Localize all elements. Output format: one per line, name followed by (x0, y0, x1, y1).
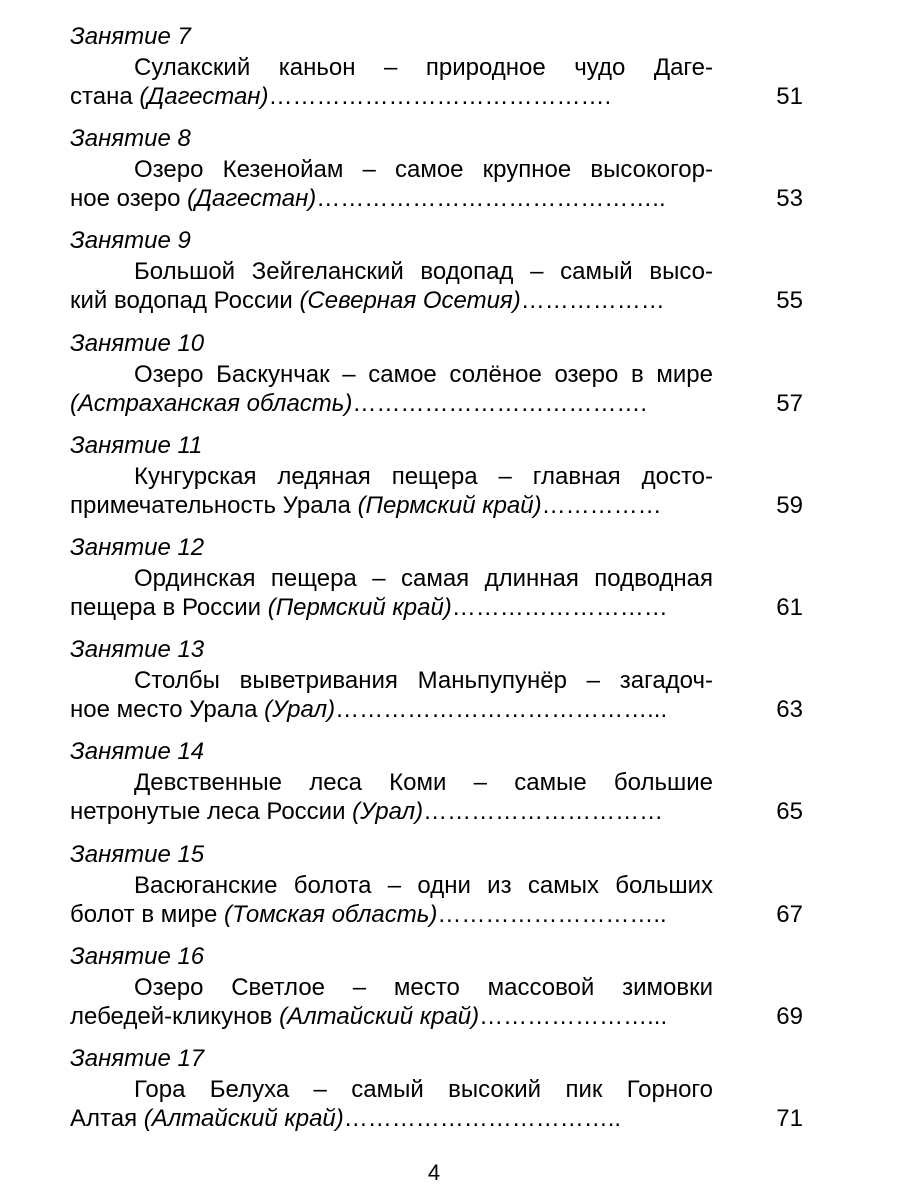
lesson-description (70, 462, 713, 520)
description-line-2 (70, 286, 713, 315)
dot-leader: …………………………………….. (316, 185, 666, 213)
page-number: 59 (776, 491, 803, 519)
description-line-2 (70, 184, 713, 213)
toc-entry (0, 226, 900, 328)
description-text: кий водопад России (70, 287, 300, 315)
lesson-description (70, 871, 713, 929)
region-label: (Пермский край) (357, 491, 542, 519)
description-line-1: Озеро Баскунчак – самое солёное озеро в мире (134, 360, 713, 388)
lesson-heading: Занятие 12 (70, 533, 205, 561)
lesson-heading: Занятие 14 (70, 738, 205, 766)
dot-leader: …………… (541, 491, 662, 519)
description-line-2 (70, 797, 713, 826)
dot-leader: ……………………… (451, 593, 668, 621)
toc-entry (0, 1044, 900, 1146)
region-label: (Алтайский край) (143, 1104, 344, 1132)
lesson-description (70, 1075, 713, 1133)
description-text: ное место Урала (70, 696, 265, 724)
description-line-2 (70, 389, 713, 418)
description-text: пещера в России (70, 593, 268, 621)
page-number: 61 (776, 593, 803, 621)
lesson-description (70, 973, 713, 1031)
lesson-heading: Занятие 15 (70, 840, 205, 868)
lesson-description (70, 155, 713, 213)
description-line-2 (70, 695, 713, 724)
toc-entry (0, 431, 900, 533)
dot-leader: …………………………………... (335, 696, 668, 724)
description-line-1: Кунгурская ледяная пещера – главная досто- (134, 462, 713, 490)
region-label: (Дагестан) (139, 83, 269, 110)
description-line-2 (70, 900, 713, 929)
page-number: 53 (776, 185, 803, 213)
toc-entry (0, 942, 900, 1044)
region-label: (Астраханская область) (70, 389, 353, 417)
region-label: (Урал) (352, 798, 424, 826)
dot-leader: …………………………….. (343, 1104, 622, 1132)
toc-entry (0, 329, 900, 431)
lesson-heading: Занятие 7 (70, 23, 191, 50)
description-text: болот в мире (70, 900, 225, 928)
dot-leader: ……………… (520, 287, 665, 315)
description-line-1: Сулакский каньон – природное чудо Даге- (134, 54, 713, 81)
description-line-1: Девственные леса Коми – самые большие (134, 769, 713, 797)
dot-leader: ……………………….. (437, 900, 667, 928)
lesson-heading: Занятие 11 (70, 431, 203, 459)
toc-entry (0, 840, 900, 942)
region-label: (Северная Осетия) (299, 287, 521, 315)
page-footer-number: 4 (427, 1160, 441, 1185)
region-label: (Дагестан) (187, 185, 317, 213)
page-number: 57 (776, 389, 803, 417)
dot-leader: …………………... (479, 1002, 668, 1030)
dot-leader: ………………………………. (352, 389, 648, 417)
toc-entry (0, 124, 900, 226)
page-number: 65 (776, 798, 803, 826)
lesson-description (70, 53, 713, 111)
toc-entry (0, 635, 900, 737)
page-number: 55 (776, 287, 803, 315)
toc-entry (0, 737, 900, 839)
description-line-2 (70, 1002, 713, 1031)
description-line-1: Гора Белуха – самый высокий пик Горного (134, 1075, 713, 1103)
lesson-description (70, 666, 713, 724)
description-line-2 (70, 593, 713, 622)
page-number: 51 (776, 83, 803, 110)
lesson-heading: Занятие 17 (70, 1044, 205, 1072)
description-line-1: Столбы выветривания Маньпупунёр – загадоч- (134, 667, 713, 695)
description-line-1: Васюганские болота – одни из самых больших (134, 871, 713, 899)
description-line-2 (70, 82, 713, 111)
lesson-heading: Занятие 9 (70, 227, 191, 255)
description-text: нетронутые леса России (70, 798, 353, 826)
region-label: (Пермский край) (267, 593, 452, 621)
description-line-1: Озеро Светлое – место массовой зимовки (134, 973, 713, 1001)
dot-leader: ……………………………………. (268, 83, 612, 110)
lesson-description (70, 257, 713, 315)
page-number: 69 (776, 1002, 803, 1030)
dot-leader: ………………………… (423, 798, 664, 826)
description-line-1: Ординская пещера – самая длинная подводная (134, 564, 713, 592)
page-number: 71 (776, 1104, 803, 1132)
region-label: (Урал) (264, 696, 336, 724)
lesson-description (70, 360, 713, 418)
description-text: ное озеро (70, 185, 188, 213)
toc-entry (0, 533, 900, 635)
lesson-heading: Занятие 10 (70, 329, 205, 357)
description-line-1: Большой Зейгеланский водопад – самый высо- (134, 258, 713, 286)
lesson-heading: Занятие 13 (70, 636, 205, 664)
lesson-description (70, 768, 713, 826)
description-text: лебедей-кликунов (70, 1002, 280, 1030)
region-label: (Томская область) (224, 900, 438, 928)
lesson-description (70, 564, 713, 622)
region-label: (Алтайский край) (279, 1002, 480, 1030)
page-number: 63 (776, 696, 803, 724)
lesson-heading: Занятие 16 (70, 942, 205, 970)
description-text: примечательность Урала (70, 491, 358, 519)
toc-entry (0, 22, 900, 124)
lesson-heading: Занятие 8 (70, 125, 191, 153)
description-line-1: Озеро Кезенойам – самое крупное высокогор- (134, 156, 713, 184)
table-of-contents (0, 22, 900, 1146)
description-text: Алтая (70, 1104, 144, 1132)
description-line-2 (70, 1104, 713, 1133)
description-text: стана (70, 83, 140, 110)
page-number: 67 (776, 900, 803, 928)
description-line-2 (70, 491, 713, 520)
